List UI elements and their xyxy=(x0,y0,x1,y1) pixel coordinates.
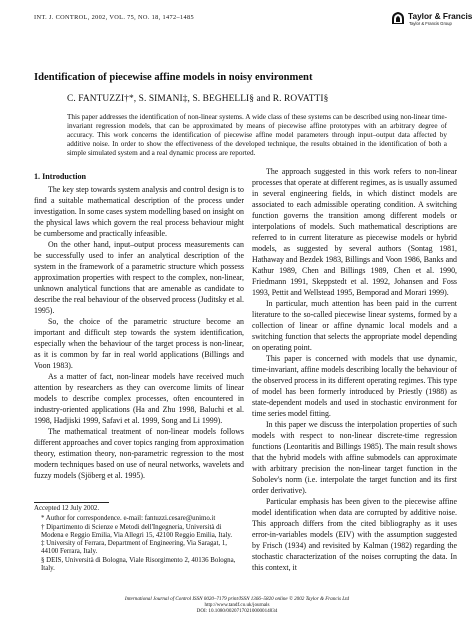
paragraph: On the other hand, input–output process measurements can be successfully used to infer an analytical description of the system in the framework of a parametric structure which possess approximation properties with respect to the complex, non-linear, unknown analytical functions that are amenable as candidate to describe the real behaviour of the observed process (Juditsky et al. 1995). xyxy=(34,240,244,315)
section-heading: 1. Introduction xyxy=(34,172,87,181)
publisher-subtitle: Taylor & Francis Group xyxy=(409,21,452,26)
right-column xyxy=(252,166,457,573)
paragraph: So, the choice of the parametric structure become an important and difficult step towards the system identification, especially when the behaviour of the target process is non-linear, as it is common by far in real world applications (Billings and Voon 1983). xyxy=(34,317,244,370)
publisher-logo xyxy=(390,7,473,31)
footnote-divider xyxy=(34,502,109,503)
paragraph: In particular, much attention has been paid in the current literature to the so-called piecewise linear systems, formed by a collection of linear or affine dynamic local models and a switching function that selects the appropriate model depending on operating point. xyxy=(252,299,457,352)
paragraph: The approach suggested in this work refers to non-linear processes that operate at different regimes, as is usually assumed in several engineering fields, in which distinct models are associated to each admissible operating condition. A switching function governs the transition among different models or interpolations of models. Such mathematical descriptions are referred to in current literature as piecewise models or hybrid models, as suggested by several authors (Sontag 1981, Hathaway and Bezdek 1983, Billings and Voon 1986, Banks and Kathur 1989, Chen and Billings 1989, Chen et al. 1990, Friedmann 1991, Skeppstedt et al. 1992, Johansen and Foss 1993, Pettit and Wellstead 1995, Bemporad and Morari 1999). xyxy=(252,167,457,297)
publisher-name: Taylor & Francis xyxy=(408,11,473,21)
affiliation-note: § DEIS, Università di Bologna, Viale Risorgimento 2, 40136 Bologna, Italy. xyxy=(41,556,236,573)
footer-issn: International Journal of Control ISSN 0020–7179 print/ISSN 1366–5820 online © 2002 Taylor & Francis Ltd xyxy=(124,596,350,602)
footnotes xyxy=(34,505,244,573)
paragraph: As a matter of fact, non-linear models have received much attention by researchers as they can overcome limits of linear models to describe complex processes, often encountered in industry-oriented applications (Ha and Zhu 1998, Baluchi et al. 1998, Hadjiski 1999, Safavi et al. 1999, Song and Li 1999). xyxy=(34,372,244,425)
paragraph: The key step towards system analysis and control design is to find a suitable mathematical description of the process under investigation. In some cases system modelling based on insight on the physical laws which govern the real process behaviour might be cumbersome and practically infeasible. xyxy=(34,185,244,238)
correspondence-note: * Author for correspondence. e-mail: fantuzzi.cesare@unimo.it xyxy=(41,515,216,523)
paragraph: Particular emphasis has been given to the piecewise affine model identification when data are corrupted by additive noise. This approach differs from the cited bibliography as it uses error-in-variables models (EIV) with the assumption suggested by Frisch (1934) and revisited by Kalman (1982) regarding the stochastic characterization of the noises corrupting the data. In this context, it xyxy=(252,497,457,572)
accepted-date: Accepted 12 July 2002. xyxy=(34,505,100,512)
paragraph: The mathematical treatment of non-linear models follows different approaches and cover topics ranging from approximation theory, estimation theory, non-parametric regression to the most modern techniques based on use of neural networks, wavelets and fuzzy models (Sjöberg et al. 1995). xyxy=(34,427,244,480)
publisher-icon xyxy=(390,10,406,26)
left-column xyxy=(34,184,244,481)
paragraph: In this paper we discuss the interpolation properties of such models with respect to non-linear discrete-time regression functions (Leontaritis and Billings 1985). The main result shows that the hybrid models with affine submodels can approximate with arbitrary precision the non-linear target function in the Sobolev's norm (i.e. interpolate the target function and its first order derivative). xyxy=(252,420,457,495)
affiliation-note: † Dipartimento di Scienze e Metodi dell'Ingegneria, Università di Modena e Reggio Emilia, Via Allegri 15, 42100 Reggio Emilia, Italy. xyxy=(41,523,233,539)
abstract: This paper addresses the identification of non-linear systems. A wide class of these systems can be described using non-linear time-invariant regression models, that can be approximated by means of piecewise affine prototypes with an arbitrary degree of accuracy. This work concerns the identification of piecewise affine model parameters through input–output data affected by additive noise. In order to show the effectiveness of the developed technique, the results obtained in the identification of both a simple simulated system and a real dynamic process are reported. xyxy=(67,113,447,157)
footer-doi: DOI: 10.1080/00207170210000014834 xyxy=(196,608,278,614)
affiliation-note: ‡ University of Ferrara, Department of Engineering, Via Saragat, 1, 44100 Ferrara, Italy. xyxy=(41,540,228,556)
paper-authors: C. FANTUZZI†*, S. SIMANI‡, S. BEGHELLI§ and R. ROVATTI§ xyxy=(67,94,329,104)
paper-title: Identification of piecewise affine models in noisy environment xyxy=(34,72,313,83)
paragraph: This paper is concerned with models that use dynamic, time-invariant, affine models describing locally the behaviour of the observed process in its different operating regimes. This type of model has been formerly introduced by Priestly (1988) as state-dependent models and used in stochastic environment for time series model fitting. xyxy=(252,354,457,418)
footer-url: http://www.tandf.co.uk/journals xyxy=(204,602,270,608)
journal-header: INT. J. CONTROL, 2002, VOL. 75, NO. 18, 1472–1485 xyxy=(34,14,194,21)
